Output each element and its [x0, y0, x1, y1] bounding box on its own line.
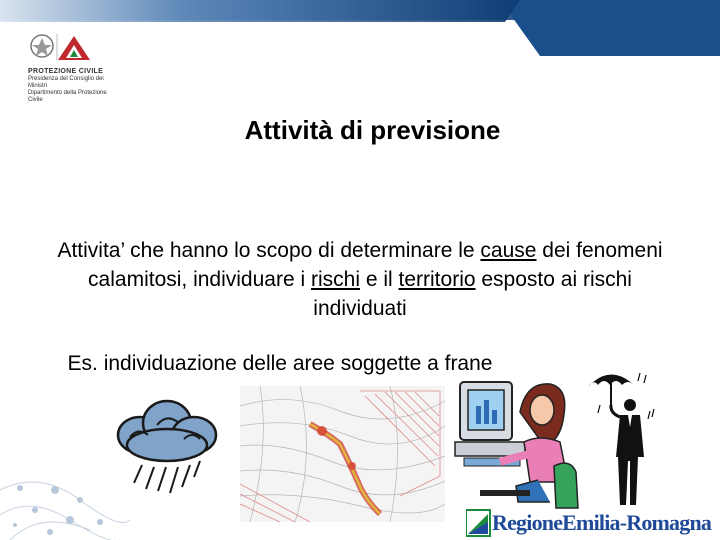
- footer-brand: RegioneEmilia-Romagna: [492, 510, 712, 535]
- para-text-1: Attivita’ che hanno lo scopo di determinare le: [57, 239, 481, 262]
- rain-cloud-icon: [112, 395, 222, 505]
- para-text-2: dei fenomeni calamitosi, individuare i: [88, 239, 663, 291]
- example-text: Es. individuazione delle aree soggette a frane: [67, 352, 493, 375]
- org-name: PROTEZIONE CIVILE: [28, 68, 104, 75]
- org-subtitle-1: Presidenza del Consiglio dei Ministri: [28, 76, 104, 89]
- slide-title: Attività di previsione: [244, 115, 501, 145]
- top-banner: [0, 0, 720, 56]
- man-with-umbrella-icon: [580, 365, 660, 510]
- para-text-3: e il: [360, 268, 399, 291]
- keyword-cause: cause: [480, 239, 537, 262]
- network-decoration: [0, 460, 130, 540]
- landslide-map: [240, 386, 445, 522]
- para-text-4: esposto ai rischi individuati: [313, 268, 632, 320]
- description-paragraph: [40, 236, 680, 323]
- logo-caption: [28, 68, 118, 104]
- keyword-rischi: rischi: [310, 268, 360, 291]
- person-at-computer-icon: [450, 362, 580, 512]
- keyword-territorio: territorio: [398, 268, 476, 291]
- org-subtitle-2: Dipartimento della Protezione Civile: [28, 90, 107, 103]
